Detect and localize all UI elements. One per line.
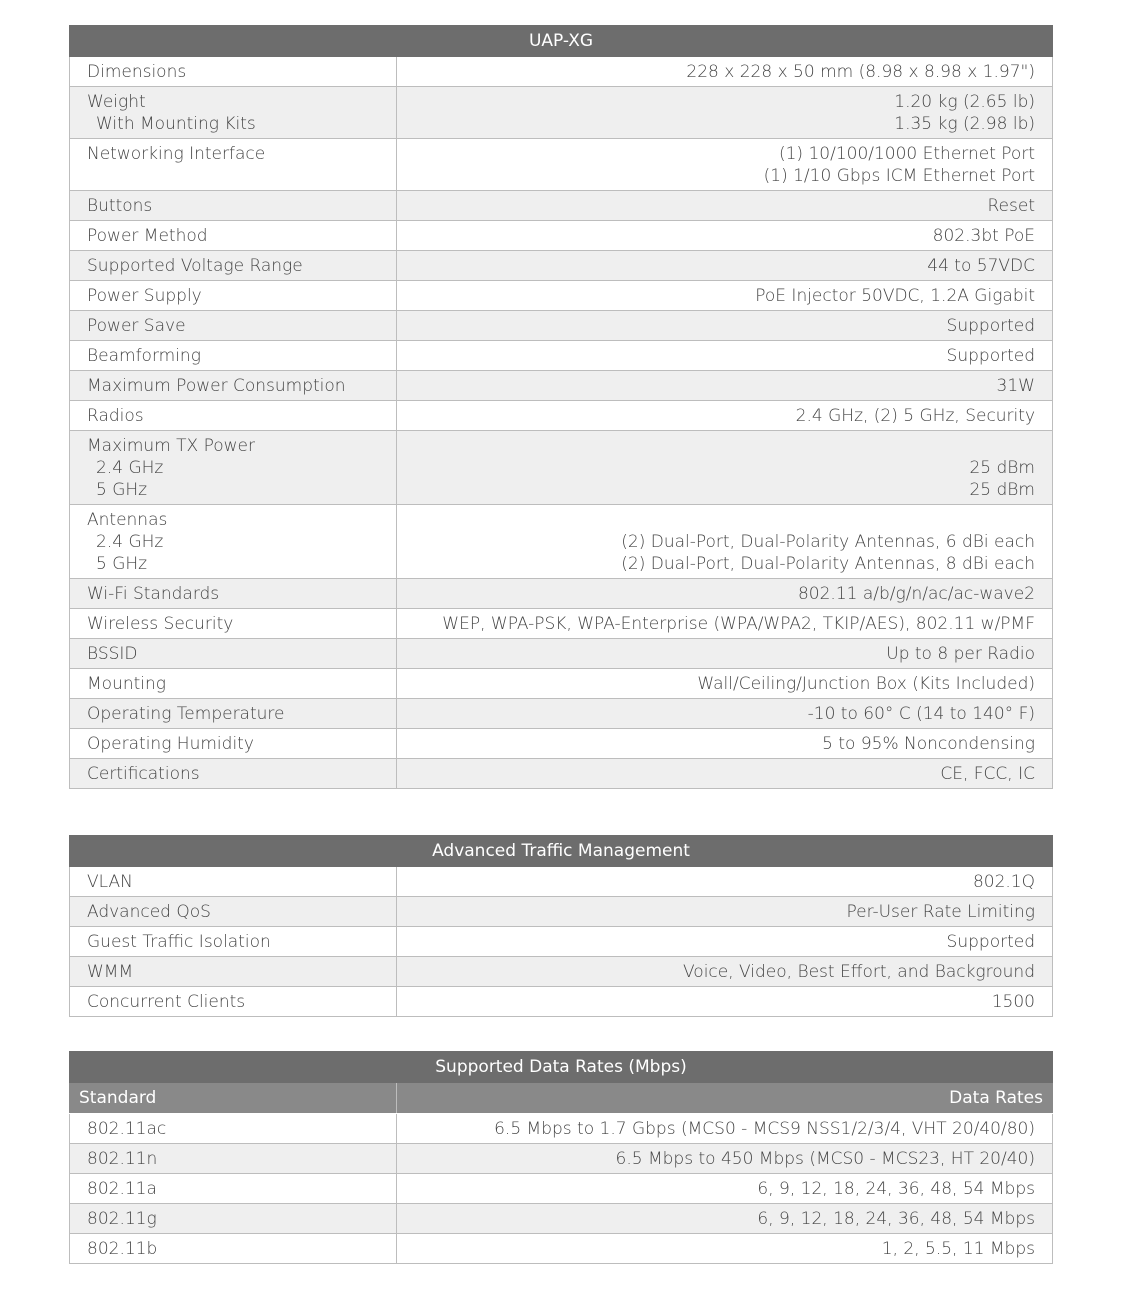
- row-value: 228 x 228 x 50 mm (8.98 x 8.98 x 1.97"): [397, 57, 1053, 87]
- table-row: [70, 251, 1053, 281]
- row-value: 25 dBm: [969, 480, 1035, 500]
- row-value: -10 to 60° C (14 to 140° F): [397, 699, 1053, 729]
- row-label: Beamforming: [70, 341, 397, 371]
- row-value: (1) 10/100/1000 Ethernet Port: [778, 144, 1035, 164]
- row-value: (2) Dual-Port, Dual-Polarity Antennas, 8 dBi each: [621, 554, 1035, 574]
- rates-table-title: Supported Data Rates (Mbps): [70, 1052, 1053, 1083]
- traffic-table: [69, 835, 1053, 1017]
- table-row: [70, 371, 1053, 401]
- table-row: [70, 957, 1053, 987]
- row-label: Certifications: [70, 759, 397, 789]
- row-label: Maximum TX Power: [87, 436, 255, 456]
- spec-table-header: [70, 26, 1053, 57]
- row-value: Wall/Ceiling/Junction Box (Kits Included): [397, 669, 1053, 699]
- row-sublabel: 2.4 GHz: [96, 532, 164, 552]
- table-row: [70, 311, 1053, 341]
- row-label: Power Supply: [70, 281, 397, 311]
- row-label: BSSID: [70, 639, 397, 669]
- row-label-cell: [70, 431, 397, 505]
- rates-table: [69, 1051, 1053, 1264]
- spec-table-title: UAP-XG: [70, 26, 1053, 57]
- row-value: Up to 8 per Radio: [397, 639, 1053, 669]
- row-label: Operating Temperature: [70, 699, 397, 729]
- row-label: Buttons: [70, 191, 397, 221]
- table-row: [70, 281, 1053, 311]
- table-row: [70, 341, 1053, 371]
- row-value-cell: [397, 87, 1053, 139]
- row-value: 2.4 GHz, (2) 5 GHz, Security: [397, 401, 1053, 431]
- row-value: WEP, WPA-PSK, WPA-Enterprise (WPA/WPA2, TKIP/AES), 802.11 w/PMF: [397, 609, 1053, 639]
- table-row: [70, 221, 1053, 251]
- row-value: (1) 1/10 Gbps ICM Ethernet Port: [763, 166, 1035, 186]
- row-value: (2) Dual-Port, Dual-Polarity Antennas, 6 dBi each: [621, 532, 1035, 552]
- row-value: 802.3bt PoE: [397, 221, 1053, 251]
- table-row: [70, 431, 1053, 505]
- table-row: [70, 699, 1053, 729]
- table-row: [70, 609, 1053, 639]
- row-label: VLAN: [70, 867, 397, 897]
- row-sublabel: With Mounting Kits: [96, 114, 256, 134]
- table-row: [70, 669, 1053, 699]
- row-value: 44 to 57VDC: [397, 251, 1053, 281]
- table-row: [70, 639, 1053, 669]
- row-label: Networking Interface: [70, 139, 397, 191]
- row-label: 802.11a: [70, 1174, 397, 1204]
- traffic-table-title: Advanced Traffic Management: [70, 836, 1053, 867]
- row-value: 802.1Q: [397, 867, 1053, 897]
- table-row: [70, 867, 1053, 897]
- row-value: 802.11 a/b/g/n/ac/ac-wave2: [397, 579, 1053, 609]
- row-value: CE, FCC, IC: [397, 759, 1053, 789]
- row-sublabel: 5 GHz: [96, 480, 148, 500]
- row-value: 31W: [397, 371, 1053, 401]
- row-sublabel: 5 GHz: [96, 554, 148, 574]
- row-value: 25 dBm: [969, 458, 1035, 478]
- row-value: Supported: [397, 341, 1053, 371]
- table-row: [70, 401, 1053, 431]
- row-label: Wi-Fi Standards: [70, 579, 397, 609]
- table-row: [70, 579, 1053, 609]
- table-row: [70, 139, 1053, 191]
- row-label: WMM: [70, 957, 397, 987]
- table-row: [70, 1204, 1053, 1234]
- table-row: [70, 987, 1053, 1017]
- table-row: [70, 1114, 1053, 1144]
- row-label: Guest Traffic Isolation: [70, 927, 397, 957]
- rates-table-header: [70, 1052, 1053, 1083]
- row-value: PoE Injector 50VDC, 1.2A Gigabit: [397, 281, 1053, 311]
- row-value-cell: [397, 139, 1053, 191]
- row-label-cell: [70, 87, 397, 139]
- row-label: Wireless Security: [70, 609, 397, 639]
- row-value: 1, 2, 5.5, 11 Mbps: [397, 1234, 1053, 1264]
- row-label: Antennas: [87, 510, 168, 530]
- row-value-cell: [397, 505, 1053, 579]
- row-label: Operating Humidity: [70, 729, 397, 759]
- row-label: 802.11ac: [70, 1114, 397, 1144]
- row-value: 1.20 kg (2.65 lb): [894, 92, 1035, 112]
- table-row: [70, 1234, 1053, 1264]
- row-value-cell: [397, 431, 1053, 505]
- row-value: Reset: [397, 191, 1053, 221]
- row-value: Supported: [397, 927, 1053, 957]
- row-label: 802.11n: [70, 1144, 397, 1174]
- table-row: [70, 1144, 1053, 1174]
- traffic-table-header: [70, 836, 1053, 867]
- table-row: [70, 87, 1053, 139]
- row-value: Per-User Rate Limiting: [397, 897, 1053, 927]
- table-row: [70, 57, 1053, 87]
- row-label: Concurrent Clients: [70, 987, 397, 1017]
- row-label: Weight: [87, 92, 146, 112]
- rates-column-header: [70, 1083, 1053, 1114]
- row-sublabel: 2.4 GHz: [96, 458, 164, 478]
- row-label: Power Method: [70, 221, 397, 251]
- row-label: Advanced QoS: [70, 897, 397, 927]
- spec-table: [69, 25, 1053, 789]
- row-value: 6.5 Mbps to 450 Mbps (MCS0 - MCS23, HT 20/40): [397, 1144, 1053, 1174]
- row-label: Dimensions: [70, 57, 397, 87]
- row-value: 1.35 kg (2.98 lb): [894, 114, 1035, 134]
- row-value: 1500: [397, 987, 1053, 1017]
- row-label: 802.11g: [70, 1204, 397, 1234]
- row-label: Power Save: [70, 311, 397, 341]
- row-label: Mounting: [70, 669, 397, 699]
- table-row: [70, 897, 1053, 927]
- table-row: [70, 927, 1053, 957]
- row-value: Voice, Video, Best Effort, and Background: [397, 957, 1053, 987]
- table-row: [70, 759, 1053, 789]
- row-value: 6.5 Mbps to 1.7 Gbps (MCS0 - MCS9 NSS1/2/3/4, VHT 20/40/80): [397, 1114, 1053, 1144]
- row-value: 6, 9, 12, 18, 24, 36, 48, 54 Mbps: [397, 1174, 1053, 1204]
- row-value: 6, 9, 12, 18, 24, 36, 48, 54 Mbps: [397, 1204, 1053, 1234]
- column-header-rates: Data Rates: [397, 1083, 1053, 1114]
- row-label-cell: [70, 505, 397, 579]
- column-header-standard: Standard: [70, 1083, 397, 1114]
- row-value: 5 to 95% Noncondensing: [397, 729, 1053, 759]
- table-row: [70, 1174, 1053, 1204]
- row-label: Supported Voltage Range: [70, 251, 397, 281]
- table-row: [70, 505, 1053, 579]
- table-row: [70, 191, 1053, 221]
- row-label: Maximum Power Consumption: [70, 371, 397, 401]
- table-row: [70, 729, 1053, 759]
- row-label: Radios: [70, 401, 397, 431]
- row-label: 802.11b: [70, 1234, 397, 1264]
- row-value: Supported: [397, 311, 1053, 341]
